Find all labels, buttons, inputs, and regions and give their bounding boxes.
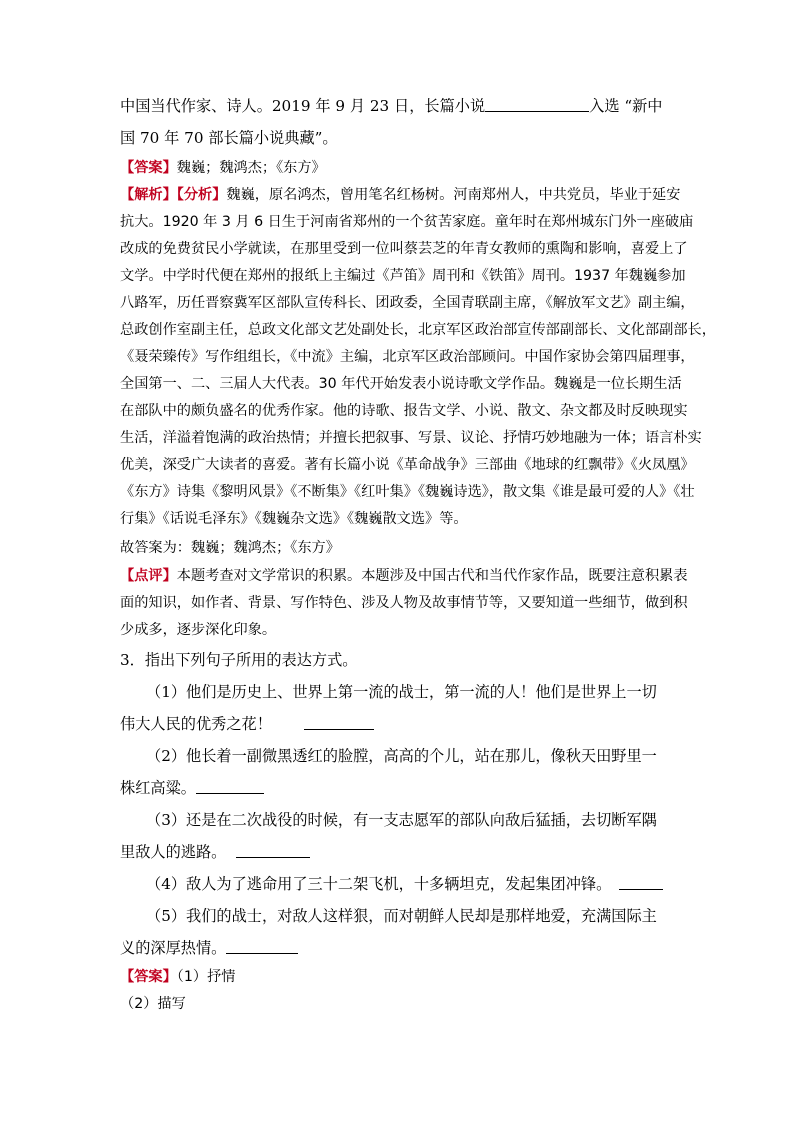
answer-label: 【答案】 xyxy=(120,969,177,985)
answer-label: 【答案】 xyxy=(120,160,177,176)
answer-blank[interactable] xyxy=(226,939,298,954)
analysis-line-5: 八路军，历任晋察冀军区部队宣传科长、团政委，全国青联副主席，《解放军文艺》副主编， xyxy=(120,295,695,311)
q3-sentence-1a: （1）他们是历史上、世界上第一流的战士，第一流的人！他们是世界上一切 xyxy=(146,683,657,701)
comment-text-1: 本题考查对文学常识的积累。本题涉及中国古代和当代作家作品，既要注意积累表 xyxy=(176,568,688,584)
q3-sentence-1b xyxy=(120,714,374,734)
comment-line-3: 少成多，逐步深化印象。 xyxy=(120,622,277,638)
comment-label: 【点评】 xyxy=(120,568,177,584)
analysis-label: 【解析】 xyxy=(120,187,177,203)
analysis-line-2: 抗大。1920 年 3 月 6 日生于河南省郑州的一个贫苦家庭。童年时在郑州城东门外一座破庙 xyxy=(120,214,694,230)
answer-1 xyxy=(120,158,326,178)
comment-line-2: 面的知识，如作者、背景、写作特色、涉及人物及故事情节等，又要知道一些细节，做到积 xyxy=(120,595,688,611)
q3-sentence-3b xyxy=(120,842,310,862)
q3-sentence-1b-text: 伟大人民的优秀之花！ xyxy=(120,715,272,733)
analysis-line-7: 《聂荣臻传》写作组组长，《中流》主编，北京军区政治部顾问。中国作家协会第四届理事， xyxy=(120,349,695,365)
analysis-conclusion: 故答案为：魏巍；魏鸿杰；《东方》 xyxy=(120,540,340,556)
q3-sentence-5b-text: 义的深厚热情。 xyxy=(120,939,227,957)
q3-sentence-2a: （2）他长着一副微黑透红的脸膛，高高的个儿，站在那儿，像秋天田野里一 xyxy=(146,747,657,765)
analysis-line-3: 改成的免费贫民小学就读，在那里受到一位叫蔡芸芝的年青女教师的熏陶和影响，喜爱上了 xyxy=(120,241,688,257)
answer-text: 魏巍；魏鸿杰；《东方》 xyxy=(176,160,326,176)
analysis-sub-label: 【分析】 xyxy=(176,187,227,203)
q3-sentence-4-text: （4）敌人为了逃命用了三十二架飞机，十多辆坦克，发起集团冲锋。 xyxy=(146,875,612,893)
q3-sentence-5b xyxy=(120,938,298,958)
analysis-line-13: 行集》《话说毛泽东》《魏巍杂文选》《魏巍散文选》等。 xyxy=(120,511,468,527)
answer-3-item-2: （2）描写 xyxy=(120,996,186,1012)
q2-line-1 xyxy=(120,96,663,116)
answer-3 xyxy=(120,967,235,987)
answer-blank[interactable] xyxy=(196,779,264,794)
q2-line-1-end: 入选 “新中 xyxy=(589,97,663,115)
q3-sentence-3b-text: 里敌人的逃路。 xyxy=(120,843,227,861)
answer-blank[interactable] xyxy=(485,97,589,112)
answer-blank[interactable] xyxy=(619,875,663,890)
answer-blank[interactable] xyxy=(236,843,310,858)
analysis-line-4: 文学。中学时代便在郑州的报纸上主编过《芦笛》周刊和《铁笛》周刊。1937 年魏巍参加 xyxy=(120,268,686,284)
q2-line-1-text: 中国当代作家、诗人。2019 年 9 月 23 日，长篇小说 xyxy=(120,97,486,115)
q3-sentence-3a: （3）还是在二次战役的时候，有一支志愿军的部队向敌后猛插，去切断军隅 xyxy=(146,811,657,829)
q3-sentence-2b xyxy=(120,778,264,798)
analysis-line-1 xyxy=(120,185,680,205)
analysis-line-8: 全国第一、二、三届人大代表。30 年代开始发表小说诗歌文学作品。魏巍是一位长期生活 xyxy=(120,376,682,392)
analysis-text-1: 魏巍，原名鸿杰，曾用笔名红杨树。河南郑州人，中共党员，毕业于延安 xyxy=(226,187,681,203)
analysis-line-9: 在部队中的颇负盛名的优秀作家。他的诗歌、报告文学、小说、散文、杂文都及时反映现实 xyxy=(120,403,688,419)
analysis-line-12: 《东方》诗集《黎明风景》《不断集》《红叶集》《魏巍诗选》，散文集《谁是最可爱的人》《壮 xyxy=(120,484,695,500)
question-3-title: 3．指出下列句子所用的表达方式。 xyxy=(120,651,358,669)
q3-sentence-2b-text: 株红高粱。 xyxy=(120,779,196,797)
analysis-line-11: 优美，深受广大读者的喜爱。著有长篇小说《革命战争》三部曲《地球的红飘带》《火凤凰》 xyxy=(120,457,695,473)
analysis-line-10: 生活，洋溢着饱满的政治热情；并擅长把叙事、写景、议论、抒情巧妙地融为一体；语言朴实 xyxy=(120,430,702,446)
analysis-line-6: 总政创作室副主任，总政文化部文艺处副处长，北京军区政治部宣传部副部长、文化部副部长， xyxy=(120,322,716,338)
answer-blank[interactable] xyxy=(304,715,374,730)
q3-sentence-5a: （5）我们的战士，对敌人这样狠，而对朝鲜人民却是那样地爱，充满国际主 xyxy=(146,907,657,925)
q2-line-2: 国 70 年 70 部长篇小说典藏”。 xyxy=(120,129,338,147)
comment-line-1 xyxy=(120,566,688,586)
answer-3-item-1: （1）抒情 xyxy=(176,969,236,985)
q3-sentence-4 xyxy=(146,874,663,894)
